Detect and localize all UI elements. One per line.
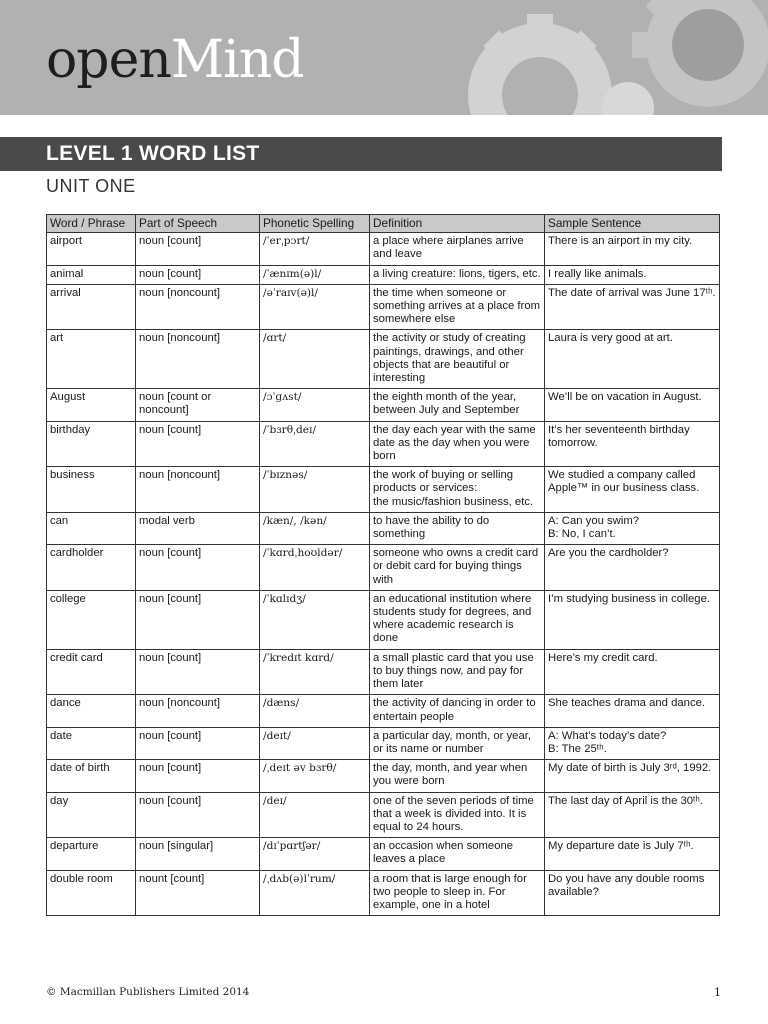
part-of-speech-cell: noun [count] <box>136 233 260 265</box>
word-cell: August <box>47 389 136 421</box>
phonetic-cell: /dæns/ <box>260 695 370 727</box>
table-row <box>47 870 720 916</box>
word-list-table <box>46 214 720 916</box>
sample-sentence-cell: The last day of April is the 30ᵗʰ. <box>545 792 720 838</box>
phonetic-cell: /ˈerˌpɔrt/ <box>260 233 370 265</box>
part-of-speech-cell: noun [count] <box>136 421 260 467</box>
table-row <box>47 590 720 649</box>
word-cell: date <box>47 727 136 759</box>
phonetic-cell: /ɑrt/ <box>260 330 370 389</box>
word-cell: arrival <box>47 284 136 330</box>
word-cell: dance <box>47 695 136 727</box>
phonetic-cell: /deɪ/ <box>260 792 370 838</box>
definition-cell: a particular day, month, or year, or its name or number <box>370 727 545 759</box>
sample-sentence-cell: I really like animals. <box>545 265 720 284</box>
table-row <box>47 467 720 513</box>
part-of-speech-cell: noun [noncount] <box>136 330 260 389</box>
table-row <box>47 727 720 759</box>
phonetic-cell: /kæn/, /kən/ <box>260 512 370 544</box>
column-header: Definition <box>370 215 545 233</box>
word-cell: double room <box>47 870 136 916</box>
definition-cell: the day, month, and year when you were born <box>370 760 545 792</box>
part-of-speech-cell: noun [count] <box>136 760 260 792</box>
word-cell: can <box>47 512 136 544</box>
definition-cell: the time when someone or something arrives at a place from somewhere else <box>370 284 545 330</box>
phonetic-cell: /ˈbɜrθˌdeɪ/ <box>260 421 370 467</box>
word-cell: animal <box>47 265 136 284</box>
part-of-speech-cell: noun [count] <box>136 590 260 649</box>
sample-sentence-cell: My departure date is July 7ᵗʰ. <box>545 838 720 870</box>
table-row <box>47 265 720 284</box>
word-cell: business <box>47 467 136 513</box>
word-cell: cardholder <box>47 545 136 591</box>
sample-sentence-cell: Do you have any double rooms available? <box>545 870 720 916</box>
phonetic-cell: /ˈkɑlɪdʒ/ <box>260 590 370 649</box>
openmind-logo: openMind <box>46 30 304 90</box>
table-row <box>47 389 720 421</box>
word-cell: birthday <box>47 421 136 467</box>
part-of-speech-cell: noun [count] <box>136 792 260 838</box>
definition-cell: someone who owns a credit card or debit card for buying things with <box>370 545 545 591</box>
table-row <box>47 284 720 330</box>
part-of-speech-cell: noun [count] <box>136 545 260 591</box>
definition-cell: the activity or study of creating paintings, drawings, and other objects that are beautiful or interesting <box>370 330 545 389</box>
part-of-speech-cell: noun [count] <box>136 727 260 759</box>
column-header: Word / Phrase <box>47 215 136 233</box>
part-of-speech-cell: nount [count] <box>136 870 260 916</box>
copyright-text: © Macmillan Publishers Limited 2014 <box>46 986 250 998</box>
sample-sentence-cell: We studied a company called Apple™ in our business class. <box>545 467 720 513</box>
title-bar <box>0 137 722 171</box>
definition-cell: the work of buying or selling products or services: the music/fashion business, etc. <box>370 467 545 513</box>
sample-sentence-cell: She teaches drama and dance. <box>545 695 720 727</box>
table-row <box>47 838 720 870</box>
sample-sentence-cell: The date of arrival was June 17ᵗʰ. <box>545 284 720 330</box>
part-of-speech-cell: noun [count or noncount] <box>136 389 260 421</box>
sample-sentence-cell: Are you the cardholder? <box>545 545 720 591</box>
definition-cell: the day each year with the same date as the day when you were born <box>370 421 545 467</box>
definition-cell: a small plastic card that you use to buy things now, and pay for them later <box>370 649 545 695</box>
phonetic-cell: /ˌdeɪt əv bɜrθ/ <box>260 760 370 792</box>
phonetic-cell: /ɔˈɡʌst/ <box>260 389 370 421</box>
definition-cell: one of the seven periods of time that a week is divided into. It is equal to 24 hours. <box>370 792 545 838</box>
definition-cell: to have the ability to do something <box>370 512 545 544</box>
definition-cell: the eighth month of the year, between July and September <box>370 389 545 421</box>
table-header-row <box>47 215 720 233</box>
page-number: 1 <box>714 986 721 999</box>
table-row <box>47 760 720 792</box>
sample-sentence-cell: I’m studying business in college. <box>545 590 720 649</box>
word-cell: credit card <box>47 649 136 695</box>
part-of-speech-cell: modal verb <box>136 512 260 544</box>
column-header: Part of Speech <box>136 215 260 233</box>
word-cell: airport <box>47 233 136 265</box>
table-row <box>47 233 720 265</box>
part-of-speech-cell: noun [singular] <box>136 838 260 870</box>
phonetic-cell: /ˈkɑrdˌhoʊldər/ <box>260 545 370 591</box>
sample-sentence-cell: My date of birth is July 3ʳᵈ, 1992. <box>545 760 720 792</box>
table-row <box>47 649 720 695</box>
word-cell: art <box>47 330 136 389</box>
sample-sentence-cell: It’s her seventeenth birthday tomorrow. <box>545 421 720 467</box>
word-cell: date of birth <box>47 760 136 792</box>
definition-cell: a place where airplanes arrive and leave <box>370 233 545 265</box>
sample-sentence-cell: Laura is very good at art. <box>545 330 720 389</box>
phonetic-cell: /ˈkredɪt kɑrd/ <box>260 649 370 695</box>
table-row <box>47 792 720 838</box>
table-row <box>47 695 720 727</box>
definition-cell: an occasion when someone leaves a place <box>370 838 545 870</box>
column-header: Phonetic Spelling <box>260 215 370 233</box>
part-of-speech-cell: noun [noncount] <box>136 695 260 727</box>
table-row <box>47 512 720 544</box>
page-title: LEVEL 1 WORD LIST <box>46 142 260 165</box>
sample-sentence-cell: We’ll be on vacation in August. <box>545 389 720 421</box>
unit-title: UNIT ONE <box>46 176 136 196</box>
header-banner <box>0 0 768 115</box>
part-of-speech-cell: noun [noncount] <box>136 284 260 330</box>
part-of-speech-cell: noun [count] <box>136 649 260 695</box>
part-of-speech-cell: noun [noncount] <box>136 467 260 513</box>
sample-sentence-cell: There is an airport in my city. <box>545 233 720 265</box>
phonetic-cell: /dɪˈpɑrtʃər/ <box>260 838 370 870</box>
table-body <box>47 233 720 916</box>
column-header: Sample Sentence <box>545 215 720 233</box>
definition-cell: an educational institution where students study for degrees, and where academic research is done <box>370 590 545 649</box>
definition-cell: a living creature: lions, tigers, etc. <box>370 265 545 284</box>
phonetic-cell: /ˈænɪm(ə)l/ <box>260 265 370 284</box>
table-row <box>47 545 720 591</box>
phonetic-cell: /ˈbɪznəs/ <box>260 467 370 513</box>
sample-sentence-cell: Here’s my credit card. <box>545 649 720 695</box>
word-cell: day <box>47 792 136 838</box>
word-cell: college <box>47 590 136 649</box>
sample-sentence-cell: A: Can you swim? B: No, I can’t. <box>545 512 720 544</box>
part-of-speech-cell: noun [count] <box>136 265 260 284</box>
phonetic-cell: /əˈraɪv(ə)l/ <box>260 284 370 330</box>
table-row <box>47 330 720 389</box>
word-cell: departure <box>47 838 136 870</box>
definition-cell: the activity of dancing in order to entertain people <box>370 695 545 727</box>
definition-cell: a room that is large enough for two people to sleep in. For example, one in a hotel <box>370 870 545 916</box>
sample-sentence-cell: A: What’s today’s date? B: The 25ᵗʰ. <box>545 727 720 759</box>
table-row <box>47 421 720 467</box>
phonetic-cell: /ˌdʌb(ə)lˈrum/ <box>260 870 370 916</box>
phonetic-cell: /deɪt/ <box>260 727 370 759</box>
